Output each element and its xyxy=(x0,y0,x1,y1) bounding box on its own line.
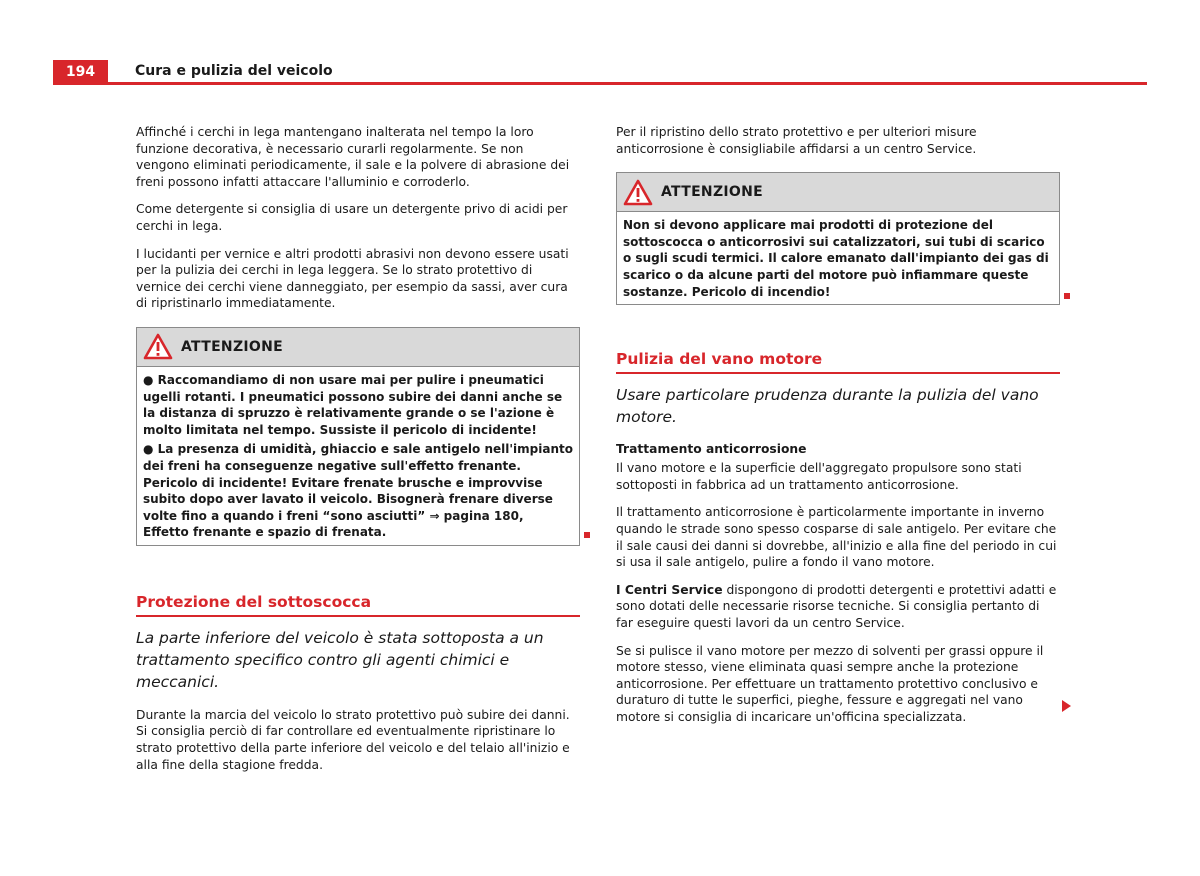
paragraph: Il vano motore e la superficie dell'aggregato propulsore sono stati sottoposti in fabbrica ad un trattamento anticorrosione. xyxy=(616,461,1022,492)
section-title: Protezione del sottoscocca xyxy=(136,593,580,617)
end-marker xyxy=(584,532,590,538)
warning-body xyxy=(137,367,579,545)
warning-box-wrapper xyxy=(616,172,1060,305)
paragraph: Come detergente si consiglia di usare un detergente privo di acidi per cerchi in lega. xyxy=(136,202,568,233)
paragraph: I lucidanti per vernice e altri prodotti abrasivi non devono essere usati per la pulizia dei cerchi in lega leggera. Se lo strato protettivo di vernice dei cerchi viene danneggiato, per esempio da sassi, aver cura di ripristinarlo immediatamente. xyxy=(136,246,569,311)
paragraph xyxy=(616,582,1060,632)
paragraph: Se si pulisce il vano motore per mezzo di solventi per grassi oppure il motore stesso, viene eliminata quasi sempre anche la protezione anticorrosione. Per effettuare un trattamento protettivo conclusivo e duraturo di tutte le superfici, pieghe, fessure e aggregati nel vano motore si consiglia di incaricare un'officina specializzata. xyxy=(616,643,1044,724)
section-title: Pulizia del vano motore xyxy=(616,350,1060,374)
warning-box-wrapper xyxy=(136,327,580,546)
header-rule xyxy=(53,82,1147,85)
warning-triangle-icon xyxy=(623,179,653,206)
page-number: 194 xyxy=(53,60,108,85)
warning-title: ATTENZIONE xyxy=(661,184,763,201)
continue-arrow-icon xyxy=(1062,700,1071,712)
section-lead: La parte inferiore del veicolo è stata sottoposta a un trattamento specifico contro gli agenti chimici e meccanici. xyxy=(136,628,544,691)
paragraph: Affinché i cerchi in lega mantengano inalterata nel tempo la loro funzione decorativa, è necessario curarli regolarmente. Se non vengono eliminati periodicamente, il sale e la polvere di abrasione dei freni possono infatti attaccare l'alluminio e corroderlo. xyxy=(136,125,570,189)
paragraph: Il trattamento anticorrosione è particolarmente importante in inverno quando le strade sono spesso cosparse di sale antigelo. Per evitare che il sale causi dei danni si dovrebbe, all'inizio e alla fine del periodo in cui si usa il sale antigelo, pulire a fondo il vano motore. xyxy=(616,505,1057,570)
warning-box xyxy=(616,172,1060,305)
warning-title: ATTENZIONE xyxy=(181,338,283,355)
paragraph: Per il ripristino dello strato protettivo e per ulteriori misure anticorrosione è consigliabile affidarsi a un centro Service. xyxy=(616,125,977,156)
warning-header xyxy=(617,173,1059,212)
warning-item: ● La presenza di umidità, ghiaccio e sale antigelo nell'impianto dei freni ha conseguenze negative sull'effetto frenante. Pericolo di incidente! Evitare frenate brusche e improvvise subito dopo aver lavato il veicolo. Bisognerà frenare diverse volte fino a quando i freni “sono asciutti” ⇒ pagina 180, Effetto frenante e spazio di frenata. xyxy=(143,442,573,540)
warning-box xyxy=(136,327,580,546)
warning-triangle-icon xyxy=(143,333,173,360)
section-lead: Usare particolare prudenza durante la pulizia del vano motore. xyxy=(616,386,1039,427)
bold-term: I Centri Service xyxy=(616,582,723,597)
warning-body xyxy=(617,212,1059,304)
left-column xyxy=(136,124,580,784)
warning-text: Non si devono applicare mai prodotti di protezione del sottoscocca o anticorrosivi sui catalizzatori, sui tubi di scarico o sugli scudi termici. Il calore emanato dall'impianto dei gas di scarico o da alcune parti del motore può infiammare queste sostanze. Pericolo di incendio! xyxy=(623,218,1049,299)
right-column xyxy=(616,124,1060,736)
subheading: Trattamento anticorrosione xyxy=(616,442,807,457)
warning-item: ● Raccomandiamo di non usare mai per pulire i pneumatici ugelli rotanti. I pneumatici possono subire dei danni anche se la distanza di spruzzo è relativamente grande o se l'azione è molto limitata nel tempo. Sussiste il pericolo di incidente! xyxy=(143,372,563,437)
end-marker xyxy=(1064,293,1070,299)
paragraph: Durante la marcia del veicolo lo strato protettivo può subire dei danni. Si consiglia perciò di far controllare ed eventualmente ripristinare lo strato protettivo della parte inferiore del veicolo e del telaio all'inizio e alla fine della stagione fredda. xyxy=(136,707,570,772)
chapter-title: Cura e pulizia del veicolo xyxy=(135,63,333,79)
warning-header xyxy=(137,328,579,367)
paragraph-text: dispongono di prodotti detergenti e protettivi adatti e sono dotati delle necessarie risorse tecniche. Si consiglia pertanto di far eseguire questi lavori da un centro Service. xyxy=(616,582,1057,630)
